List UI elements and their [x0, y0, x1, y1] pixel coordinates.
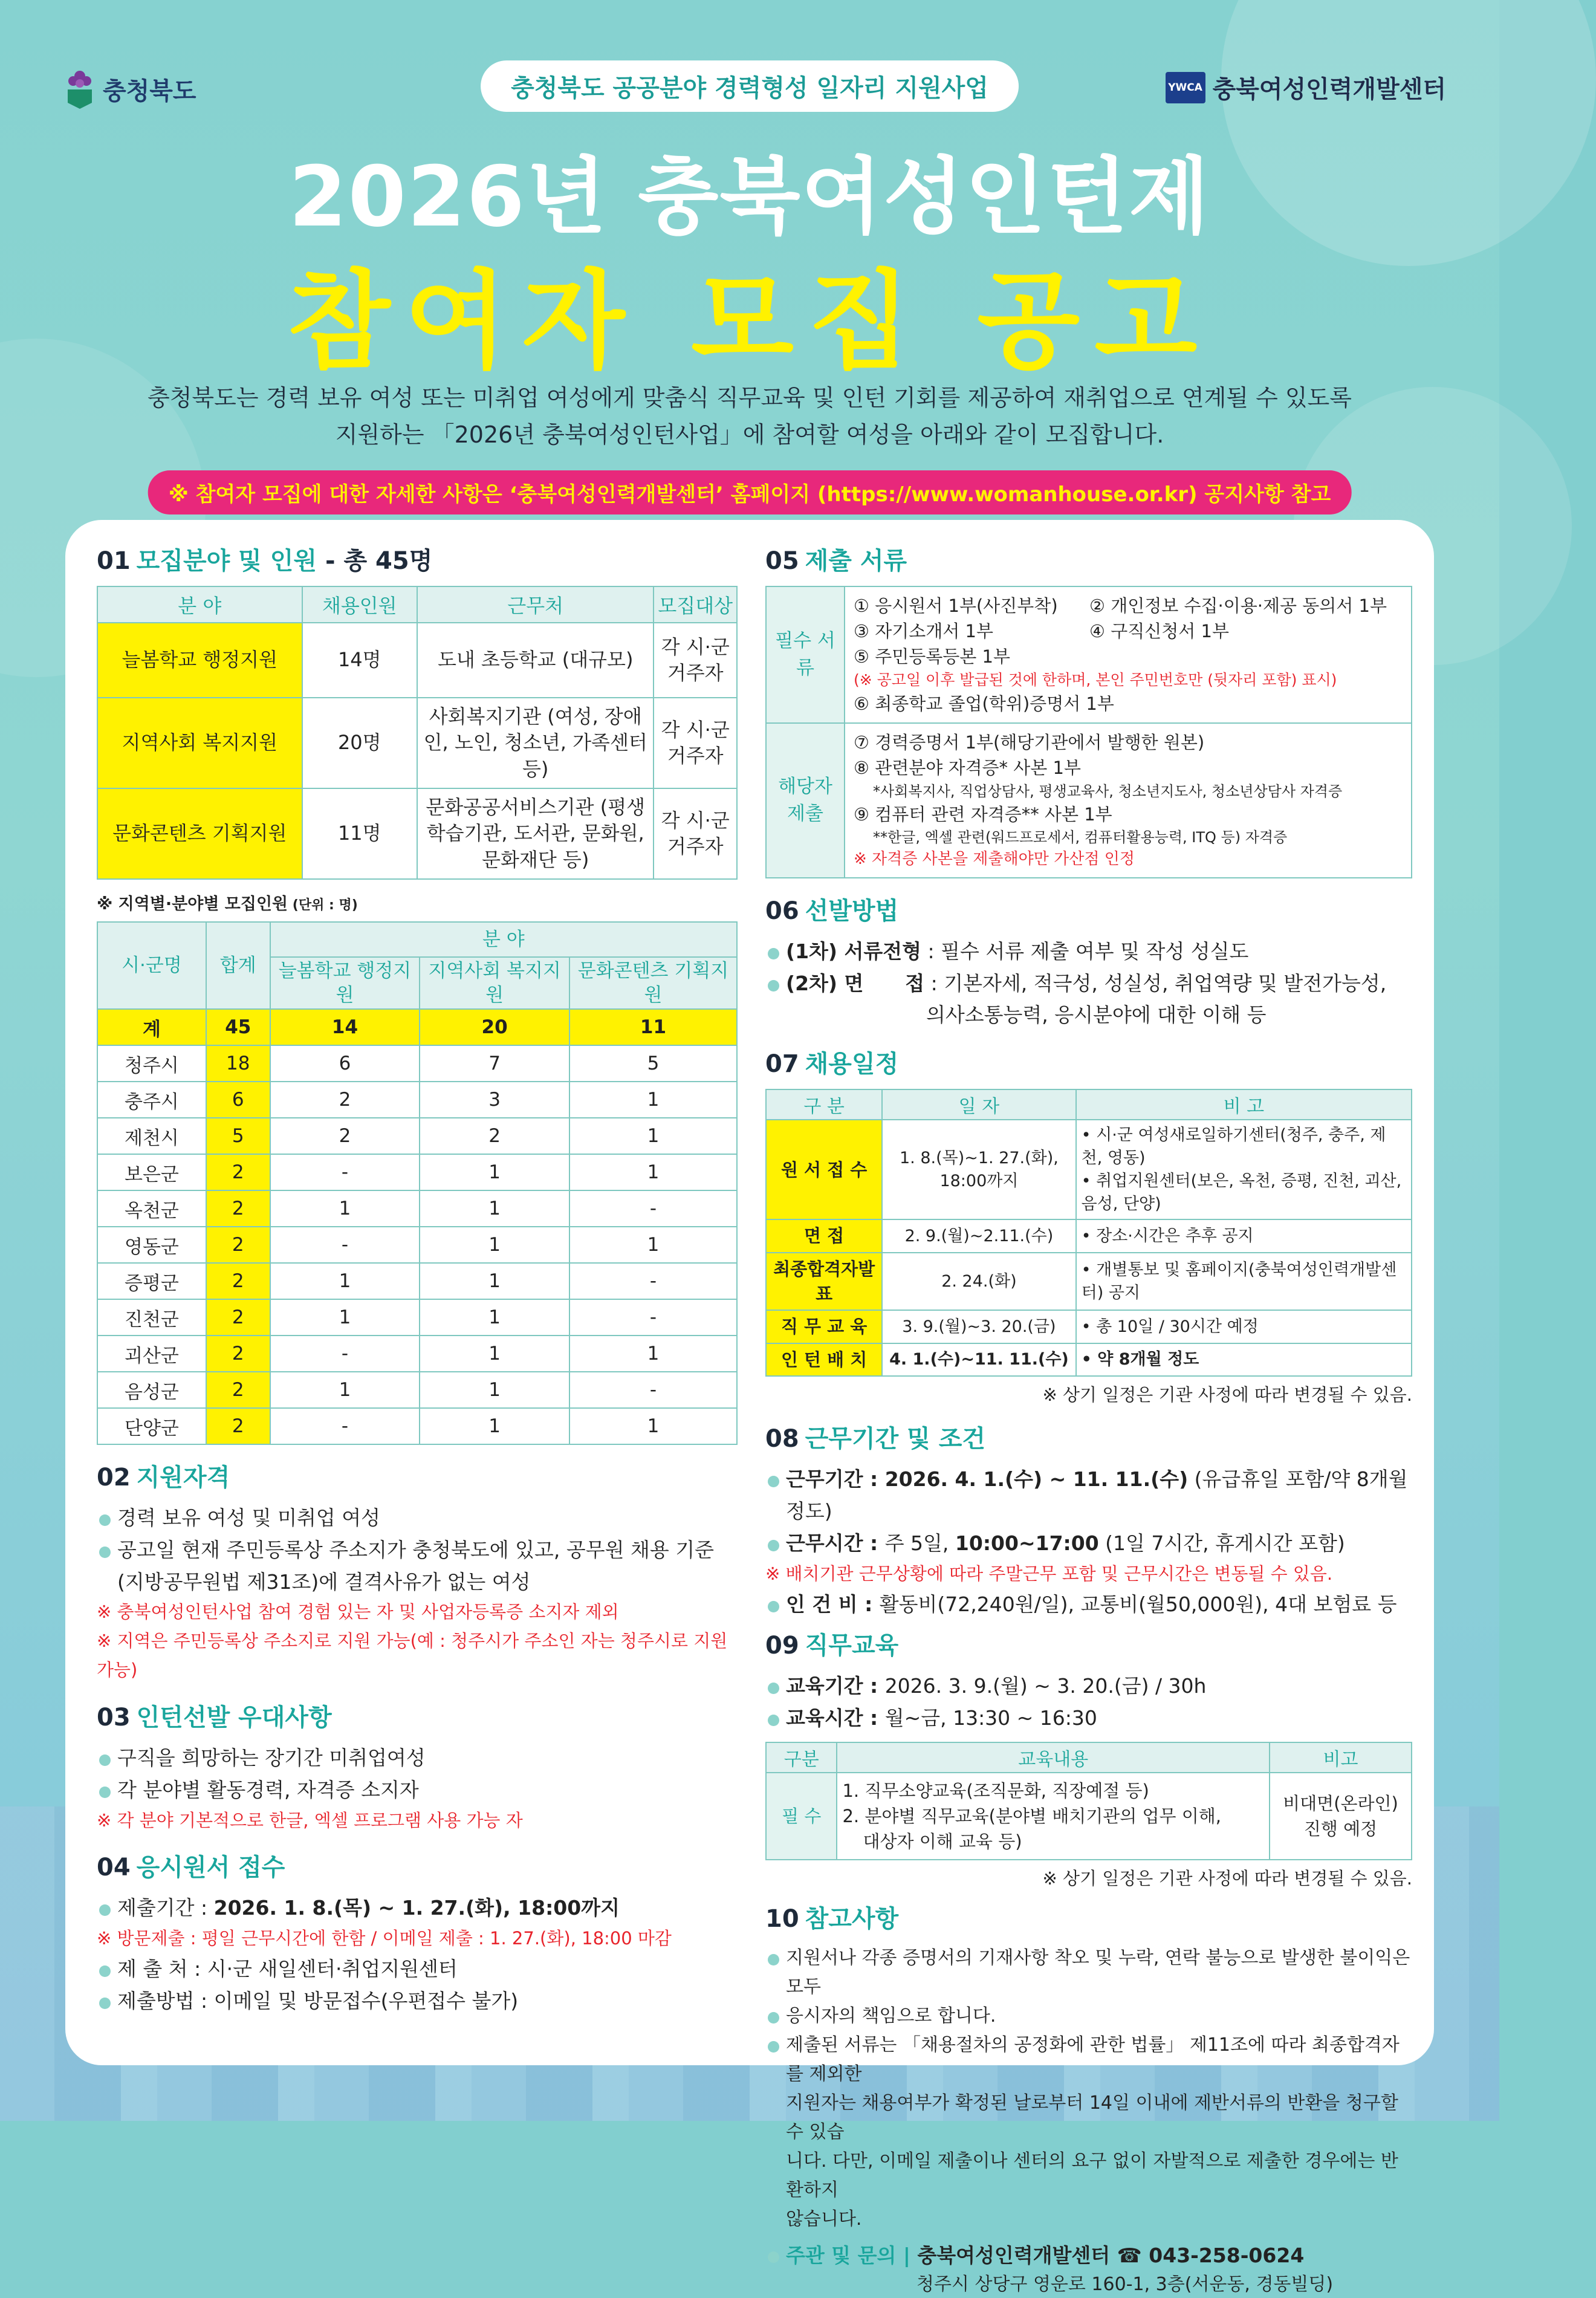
section-03 — [97, 1698, 738, 1835]
section-title: 응시원서 접수 — [136, 1854, 285, 1882]
section-06 — [765, 892, 1412, 1031]
field-cell: 지역사회 복지지원 — [97, 698, 302, 788]
region-cell: 음성군 — [97, 1372, 206, 1408]
row-header: 직 무 교 육 — [766, 1310, 882, 1343]
table-row — [97, 1336, 737, 1372]
chungbuk-logo — [65, 68, 196, 110]
bullet-item: 각 분야별 활동경력, 자격증 소지자 — [97, 1774, 738, 1806]
table-row — [97, 1045, 737, 1082]
note-line: • 장소·시간은 추후 공지 — [1081, 1226, 1254, 1245]
value-cell: 1 — [420, 1154, 569, 1190]
row-header: 원 서 접 수 — [766, 1120, 882, 1219]
section-title: 제출 서류 — [805, 547, 907, 575]
doc-grid — [854, 593, 1403, 644]
value-cell: 1 — [420, 1227, 569, 1263]
value-cell: 1 — [420, 1408, 569, 1444]
bullet-item — [765, 1589, 1412, 1621]
contact-label: 주관 및 문의 | — [786, 2244, 918, 2268]
note-line: • 개별통보 및 홈페이지(충북여성인력개발센터) 공지 — [1081, 1260, 1397, 1302]
table-row — [766, 1253, 1412, 1310]
col-header: 일 자 — [882, 1089, 1075, 1120]
value-cell: 7 — [420, 1045, 569, 1082]
note-line: 비대면(온라인) — [1283, 1793, 1398, 1814]
table-row — [97, 1299, 737, 1336]
row-header: 최종합격자발표 — [766, 1253, 882, 1310]
program-pill: 충청북도 공공분야 경력형성 일자리 지원사업 — [481, 60, 1019, 112]
col-header: 분 야 — [97, 586, 302, 623]
content-line: 2. 분야별 직무교육(분야별 배치기관의 업무 이해, — [842, 1806, 1222, 1827]
bullet-continuation: 의사소통능력, 응시분야에 대한 이해 등 — [926, 1003, 1267, 1027]
section-number: 10 — [765, 1905, 799, 1933]
col-header: 시·군명 — [97, 922, 206, 1009]
note-cell — [1076, 1120, 1412, 1219]
col-header: 모집대상 — [654, 586, 737, 623]
value-cell: 1 — [270, 1263, 420, 1299]
red-note: ※ 지역은 주민등록상 주소지로 지원 가능(예 : 청주시가 주소인 자는 청주시로 지원 가능) — [97, 1631, 728, 1681]
chungbuk-logo-text: 충청북도 — [103, 77, 196, 105]
bullet-item: 구직을 희망하는 장기간 미취업여성 — [97, 1742, 738, 1774]
value-cell: 1 — [270, 1190, 420, 1227]
section-title: 모집분야 및 인원 — [136, 547, 317, 575]
count-cell: 14명 — [302, 623, 417, 698]
section-01-heading — [97, 542, 738, 576]
col-header: 비고 — [1270, 1742, 1412, 1773]
col-header: 문화콘텐츠 기획지원 — [569, 957, 737, 1009]
col-header: 합계 — [206, 922, 270, 1009]
section-03-heading — [97, 1698, 738, 1733]
region-cell: 단양군 — [97, 1408, 206, 1444]
note-cell — [1076, 1343, 1412, 1377]
date-cell: 1. 8.(목)~1. 27.(화), 18:00까지 — [882, 1120, 1075, 1219]
table-row — [766, 1219, 1412, 1253]
training-note: ※ 상기 일정은 기관 사정에 따라 변경될 수 있음. — [1042, 1868, 1412, 1889]
section-02 — [97, 1458, 738, 1685]
content-card — [65, 520, 1434, 2296]
col-header: 지역사회 복지지원 — [420, 957, 569, 1009]
value-cell: 14 — [270, 1009, 420, 1045]
section-10-heading — [765, 1900, 1412, 1934]
value-cell: 1 — [569, 1227, 737, 1263]
value-cell: - — [569, 1190, 737, 1227]
count-cell: 20명 — [302, 698, 417, 788]
region-cell: 옥천군 — [97, 1190, 206, 1227]
value-cell: 2 — [206, 1408, 270, 1444]
bullet-value: 2026. 1. 8.(목) ~ 1. 27.(화), 18:00까지 — [213, 1896, 620, 1920]
doc-item: ② 개인정보 수집·이용·제공 동의서 1부 — [1089, 596, 1387, 616]
doc-subnote: *사회복지사, 직업상담사, 평생교육사, 청소년지도사, 청소년상담사 자격증 — [873, 782, 1343, 800]
table-row — [766, 1773, 1412, 1860]
value-cell: 2 — [206, 1227, 270, 1263]
bullet-label: 근무기간 : — [786, 1467, 885, 1491]
value-cell: - — [569, 1372, 737, 1408]
section-title: 참고사항 — [805, 1905, 899, 1933]
value-cell: 5 — [569, 1045, 737, 1082]
region-cell: 청주시 — [97, 1045, 206, 1082]
region-cell: 영동군 — [97, 1227, 206, 1263]
section-number: 05 — [765, 547, 799, 575]
region-cell: 충주시 — [97, 1082, 206, 1118]
table-row — [766, 1310, 1412, 1343]
note-line: • 약 8개월 정도 — [1081, 1350, 1199, 1369]
table-row — [97, 788, 737, 879]
region-cell: 괴산군 — [97, 1336, 206, 1372]
red-note: ※ 각 분야 기본적으로 한글, 엑셀 프로그램 사용 가능 자 — [97, 1810, 523, 1831]
section-number: 03 — [97, 1703, 131, 1732]
field-cell: 늘봄학교 행정지원 — [97, 623, 302, 698]
red-note: ※ 충북여성인턴사업 참여 경험 있는 자 및 사업자등록증 소지자 제외 — [97, 1602, 619, 1623]
section-number: 04 — [97, 1854, 131, 1882]
table-row — [766, 1120, 1412, 1219]
value-cell: - — [270, 1227, 420, 1263]
value-cell: 1 — [569, 1408, 737, 1444]
section-title: 인턴선발 우대사항 — [136, 1703, 332, 1732]
bullet-tail: (1일 7시간, 휴게시간 포함) — [1098, 1531, 1345, 1555]
table-row — [97, 1082, 737, 1118]
bullet-value: 10:00~17:00 — [955, 1531, 1099, 1555]
value-cell: 6 — [270, 1045, 420, 1082]
section-04-heading — [97, 1848, 738, 1883]
value-cell: 2 — [206, 1190, 270, 1227]
intro-text — [97, 380, 1403, 453]
value-cell: 1 — [420, 1263, 569, 1299]
region-cell: 제천시 — [97, 1118, 206, 1154]
bullet-item — [765, 1702, 1412, 1735]
bullet-label: 교육시간 : — [786, 1706, 885, 1730]
value-cell: 1 — [569, 1154, 737, 1190]
col-header: 교육내용 — [837, 1742, 1270, 1773]
documents-cell — [845, 586, 1412, 723]
note-line: • 시·군 여성새로일하기센터(청주, 충주, 제천, 영동) — [1081, 1126, 1386, 1168]
bullet-value: : 필수 서류 제출 여부 및 작성 성실도 — [921, 939, 1249, 963]
section-title: 선발방법 — [805, 897, 899, 925]
table-row — [97, 1227, 737, 1263]
value-cell: 1 — [569, 1118, 737, 1154]
value-cell: 1 — [270, 1299, 420, 1336]
row-header: 면 접 — [766, 1219, 882, 1253]
section-07 — [765, 1045, 1412, 1406]
main-subtitle: 참여자 모집 공고 — [287, 259, 1212, 383]
value-cell: 1 — [420, 1299, 569, 1336]
section-number: 07 — [765, 1050, 799, 1079]
value-cell: 11 — [569, 1009, 737, 1045]
contact-info — [765, 2240, 1412, 2271]
doc-subnote: **한글, 엑셀 관련(워드프로세서, 컴퓨터활용능력, ITQ 등) 자격증 — [873, 829, 1288, 846]
section-08 — [765, 1420, 1412, 1620]
count-cell: 11명 — [302, 788, 417, 879]
row-header: 해당자 제출 — [766, 723, 845, 877]
note-line: • 총 10일 / 30시간 예정 — [1081, 1317, 1259, 1336]
chungbuk-emblem-icon — [65, 68, 94, 110]
bullet-item — [765, 968, 1412, 1000]
col-header: 구분 — [766, 1742, 837, 1773]
bullet-item — [765, 1528, 1412, 1560]
section-number: 06 — [765, 897, 799, 925]
row-header: 필수 서류 — [766, 586, 845, 723]
region-cell: 진천군 — [97, 1299, 206, 1336]
section-10 — [765, 1900, 1412, 2298]
value-cell: 1 — [420, 1336, 569, 1372]
table-row — [766, 723, 1412, 877]
section-07-heading — [765, 1045, 1412, 1079]
bullet-label: 인 건 비 : — [786, 1592, 880, 1616]
intro-line: 지원하는 「2026년 충북여성인턴사업」에 참여할 여성을 아래와 같이 모집합니다. — [335, 421, 1164, 448]
doc-red-note: (※ 공고일 이후 발급된 것에 한하며, 본인 주민번호만 (뒷자리 포함) 표시) — [854, 671, 1337, 689]
content-line: 대상자 이해 교육 등) — [863, 1831, 1022, 1852]
intro-line: 충청북도는 경력 보유 여성 또는 미취업 여성에게 맞춤식 직무교육 및 인턴 기회를 제공하여 재취업으로 연계될 수 있도록 — [148, 385, 1352, 411]
documents-cell — [845, 723, 1412, 877]
red-note: ※ 방문제출 : 평일 근무시간에 한함 / 이메일 제출 : 1. 27.(화), 18:00 마감 — [97, 1928, 672, 1949]
section-04 — [97, 1848, 738, 2017]
row-header: 인 턴 배 치 — [766, 1343, 882, 1377]
caption-text: ※ 지역별·분야별 모집인원 — [97, 895, 288, 914]
bullet-value: 활동비(72,240원/일), 교통비(월50,000원), 4대 보험료 등 — [879, 1592, 1397, 1616]
bullet-item — [765, 1464, 1412, 1528]
value-cell: 6 — [206, 1082, 270, 1118]
schedule-body — [766, 1120, 1412, 1376]
schedule-note: ※ 상기 일정은 기관 사정에 따라 변경될 수 있음. — [1042, 1384, 1412, 1406]
value-cell: 18 — [206, 1045, 270, 1082]
bullet-item: 제출된 서류는 「채용절차의 공정화에 관한 법률」 제11조에 따라 최종합격자를 제외한 — [765, 2031, 1412, 2089]
doc-item: ⑥ 최종학교 졸업(학위)증명서 1부 — [854, 693, 1114, 715]
section-02-heading — [97, 1458, 738, 1493]
recruit-field-table — [97, 586, 738, 880]
address: 청주시 상당구 영운로 160-1, 3층(서운동, 경동빌딩) — [916, 2274, 1334, 2296]
section-number: 01 — [97, 547, 131, 575]
place-cell: 도내 초등학교 (대규모) — [417, 623, 654, 698]
date-cell: 2. 24.(화) — [882, 1253, 1075, 1310]
section-title: 채용일정 — [805, 1050, 899, 1079]
bullet-value: : 기본자세, 적극성, 성실성, 취업역량 및 발전가능성, — [924, 971, 1387, 995]
col-header: 비 고 — [1076, 1089, 1412, 1120]
contact-value: 충북여성인력개발센터 ☎ 043-258-0624 — [917, 2244, 1305, 2268]
section-number: 09 — [765, 1632, 799, 1660]
doc-item: ⑤ 주민등록등본 1부 — [854, 646, 1010, 667]
table-row — [97, 698, 737, 788]
note-cell — [1076, 1253, 1412, 1310]
section-number: 08 — [765, 1425, 799, 1453]
content-cell — [837, 1773, 1270, 1860]
right-column — [765, 542, 1412, 2298]
value-cell: - — [569, 1299, 737, 1336]
value-cell: 2 — [270, 1082, 420, 1118]
table-row — [97, 623, 737, 698]
left-column — [97, 542, 738, 2017]
section-total: - 총 45명 — [317, 547, 433, 575]
region-table — [97, 921, 738, 1445]
value-cell: 20 — [420, 1009, 569, 1045]
note-cell — [1076, 1219, 1412, 1253]
date-cell: 4. 1.(수)~11. 11.(수) — [882, 1343, 1075, 1377]
bullet-label: (1차) 서류전형 — [786, 939, 922, 963]
note-line: • 취업지원센터(보은, 옥천, 증평, 진천, 괴산, 음성, 단양) — [1081, 1171, 1402, 1213]
documents-table — [765, 586, 1412, 878]
value-cell: 1 — [569, 1082, 737, 1118]
website-notice: ※ 참여자 모집에 대한 자세한 사항은 ‘충북여성인력개발센터’ 홈페이지 (https://www.womanhouse.or.kr) 공지사항 참고 — [148, 470, 1352, 514]
value-cell: - — [270, 1408, 420, 1444]
doc-item: ⑦ 경력증명서 1부(해당기관에서 발행한 원본) — [854, 732, 1205, 753]
main-title: 2026년 충북여성인턴제 — [288, 148, 1211, 245]
doc-item: ⑨ 컴퓨터 관련 자격증** 사본 1부 — [854, 804, 1112, 825]
col-header: 늘봄학교 행정지원 — [270, 957, 420, 1009]
caption-unit: (단위 : 명) — [288, 898, 358, 913]
note-cell — [1270, 1773, 1412, 1860]
bullet-label: 제출기간 : — [117, 1896, 214, 1920]
region-cell: 증평군 — [97, 1263, 206, 1299]
total-row — [97, 1009, 737, 1045]
bullet-continuation — [765, 2002, 1412, 2031]
field-cell: 문화콘텐츠 기획지원 — [97, 788, 302, 879]
bullet-item: 제 출 처 : 시·군 새일센터·취업지원센터 — [97, 1953, 738, 1985]
bullet-item: 지원서나 각종 증명서의 기재사항 착오 및 누락, 연락 불능으로 발생한 불이익은 모두 — [765, 1944, 1412, 2002]
bullet-continuation: 지원자는 채용여부가 확정된 날로부터 14일 이내에 제반서류의 반환을 청구할 수 있습 — [786, 2092, 1398, 2143]
bullet-item: 공고일 현재 주민등록상 주소지가 충청북도에 있고, 공무원 채용 기준 — [97, 1534, 738, 1566]
doc-item: ④ 구직신청서 1부 — [1089, 621, 1229, 642]
table-row — [97, 1372, 737, 1408]
doc-item: ③ 자기소개서 1부 — [854, 621, 993, 642]
section-09-heading — [765, 1626, 1412, 1661]
content-line: 1. 직무소양교육(조직문화, 직장예절 등) — [842, 1780, 1149, 1802]
value-cell: 2 — [206, 1299, 270, 1336]
bullet-continuation: 않습니다. — [786, 2209, 862, 2230]
bullet-item — [765, 1670, 1412, 1702]
training-table — [765, 1742, 1412, 1860]
value-cell: 1 — [420, 1372, 569, 1408]
value-cell: 2 — [206, 1372, 270, 1408]
row-header: 필 수 — [766, 1773, 837, 1860]
value-cell: 1 — [270, 1372, 420, 1408]
bullet-item: 제출방법 : 이메일 및 방문접수(우편접수 불가) — [97, 1985, 738, 2017]
region-cell: 계 — [97, 1009, 206, 1045]
doc-red-note: ※ 자격증 사본을 제출해야만 가산점 인정 — [854, 850, 1135, 869]
doc-item: ① 응시원서 1부(사진부착) — [854, 596, 1058, 616]
bullet-continuation: 니다. 다만, 이메일 제출이나 센터의 요구 없이 자발적으로 제출한 경우에는 반환하지 — [786, 2150, 1398, 2201]
target-cell: 각 시·군 거주자 — [654, 788, 737, 879]
region-cell: 보은군 — [97, 1154, 206, 1190]
section-number: 02 — [97, 1464, 131, 1491]
poster-header — [0, 0, 1499, 526]
womanhouse-logo-text: 충북여성인력개발센터 — [1212, 76, 1446, 103]
schedule-table — [765, 1089, 1412, 1377]
place-cell: 사회복지기관 (여성, 장애인, 노인, 청소년, 가족센터 등) — [417, 698, 654, 788]
ywca-logo-icon: YWCA — [1166, 72, 1205, 103]
value-cell: 2 — [420, 1118, 569, 1154]
col-header: 구 분 — [766, 1089, 882, 1120]
bullet-label: 교육기간 : — [786, 1674, 885, 1698]
value-cell: 2 — [206, 1154, 270, 1190]
bullet-value: 월~금, 13:30 ~ 16:30 — [884, 1706, 1097, 1730]
value-cell: 45 — [206, 1009, 270, 1045]
womanhouse-logo — [1166, 70, 1446, 105]
bullet-item — [765, 936, 1412, 968]
bullet-label: 근무시간 : — [786, 1531, 885, 1555]
region-table-caption — [97, 891, 738, 914]
value-cell: 1 — [420, 1190, 569, 1227]
note-line: 진행 예정 — [1303, 1819, 1378, 1840]
red-note: ※ 배치기관 근무상황에 따라 주말근무 포함 및 근무시간은 변동될 수 있음. — [765, 1563, 1333, 1584]
table-row — [97, 1154, 737, 1190]
bullet-value: 2026. 3. 9.(월) ~ 3. 20.(금) / 30h — [884, 1674, 1207, 1698]
col-group-header: 분 야 — [270, 922, 737, 957]
bullet-continuation: (지방공무원법 제31조)에 결격사유가 없는 여성 — [117, 1569, 531, 1594]
section-title: 근무기간 및 조건 — [805, 1425, 986, 1453]
value-cell: 1 — [569, 1336, 737, 1372]
bullet-label: (2차) 면 접 — [786, 971, 925, 995]
value-cell: - — [569, 1263, 737, 1299]
section-06-heading — [765, 892, 1412, 926]
value-cell: - — [270, 1336, 420, 1372]
value-cell: - — [270, 1154, 420, 1190]
date-cell: 2. 9.(월)~2.11.(수) — [882, 1219, 1075, 1253]
bullet-text: 응시자의 책임으로 합니다. — [786, 2005, 996, 2027]
table-row — [766, 1343, 1412, 1377]
value-cell: 5 — [206, 1118, 270, 1154]
doc-item: ⑧ 관련분야 자격증* 사본 1부 — [854, 758, 1081, 779]
note-cell — [1076, 1310, 1412, 1343]
col-header: 채용인원 — [302, 586, 417, 623]
value-cell: 2 — [206, 1336, 270, 1372]
value-cell: 2 — [270, 1118, 420, 1154]
target-cell: 각 시·군 거주자 — [654, 623, 737, 698]
bullet-text: 주 5일, — [884, 1531, 955, 1555]
bullet-value: 2026. 4. 1.(수) ~ 11. 11.(수) — [884, 1467, 1189, 1491]
bullet-tail: (유급휴일 포함/약 8개월 정도) — [786, 1467, 1408, 1524]
table-row — [97, 1118, 737, 1154]
col-header: 근무처 — [417, 586, 654, 623]
bullet-item: 경력 보유 여성 및 미취업 여성 — [97, 1502, 738, 1534]
section-title: 직무교육 — [805, 1632, 899, 1660]
region-table-body — [97, 1009, 737, 1444]
section-title: 지원자격 — [136, 1464, 230, 1491]
target-cell: 각 시·군 거주자 — [654, 698, 737, 788]
date-cell: 3. 9.(월)~3. 20.(금) — [882, 1310, 1075, 1343]
section-05-heading — [765, 542, 1412, 576]
table-row — [97, 1190, 737, 1227]
value-cell: 3 — [420, 1082, 569, 1118]
value-cell: 2 — [206, 1263, 270, 1299]
place-cell: 문화공공서비스기관 (평생학습기관, 도서관, 문화원, 문화재단 등) — [417, 788, 654, 879]
table-row — [766, 586, 1412, 723]
section-09 — [765, 1626, 1412, 1890]
table-row — [97, 1408, 737, 1444]
section-08-heading — [765, 1420, 1412, 1454]
table-row — [97, 1263, 737, 1299]
bullet-item — [97, 1892, 738, 1924]
